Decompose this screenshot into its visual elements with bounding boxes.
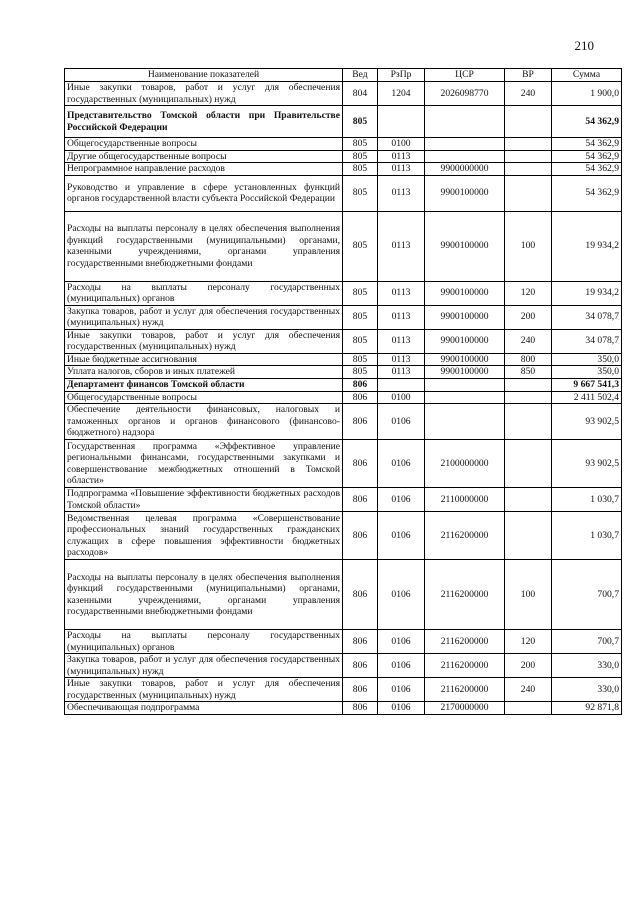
table-row — [65, 366, 622, 379]
cell-csr: 2026098770 — [425, 82, 505, 106]
cell-vr: 800 — [505, 353, 552, 366]
cell-sum: 19 934,2 — [552, 281, 622, 305]
cell-name: Государственная программа «Эффективное управление региональными финансами, государственными закупками и совершенствование межбюджетных отношений в Томской области» — [65, 440, 343, 488]
cell-rzpr: 0106 — [378, 678, 425, 702]
cell-vr: 100 — [505, 560, 552, 630]
cell-csr: 2116200000 — [425, 512, 505, 560]
table-row — [65, 329, 622, 353]
cell-ved: 806 — [343, 560, 378, 630]
table-row — [65, 654, 622, 678]
cell-csr: 2116200000 — [425, 630, 505, 654]
budget-table — [64, 68, 622, 715]
header-name: Наименование показателей — [65, 69, 343, 82]
table-row — [65, 630, 622, 654]
cell-ved: 804 — [343, 82, 378, 106]
cell-ved: 805 — [343, 106, 378, 138]
cell-csr — [425, 106, 505, 138]
cell-sum: 1 900,0 — [552, 82, 622, 106]
cell-name: Закупка товаров, работ и услуг для обеспечения государственных (муниципальных) нужд — [65, 654, 343, 678]
cell-name: Департамент финансов Томской области — [65, 378, 343, 391]
cell-sum: 93 902,5 — [552, 440, 622, 488]
cell-csr: 9900100000 — [425, 366, 505, 379]
cell-rzpr: 0106 — [378, 512, 425, 560]
cell-csr: 2116200000 — [425, 654, 505, 678]
cell-csr: 9900100000 — [425, 211, 505, 281]
cell-ved: 806 — [343, 440, 378, 488]
cell-name: Обеспечение деятельности финансовых, налоговых и таможенных органов и органов финансового (финансово-бюджетного) надзора — [65, 404, 343, 440]
cell-csr: 9900100000 — [425, 175, 505, 211]
cell-rzpr: 0113 — [378, 281, 425, 305]
cell-vr — [505, 163, 552, 176]
header-ved: Вед — [343, 69, 378, 82]
header-vr: ВР — [505, 69, 552, 82]
cell-rzpr: 0106 — [378, 404, 425, 440]
cell-vr — [505, 150, 552, 163]
cell-rzpr: 0113 — [378, 163, 425, 176]
table-row — [65, 150, 622, 163]
cell-name: Представительство Томской области при Правительстве Российской Федерации — [65, 106, 343, 138]
cell-name: Иные бюджетные ассигнования — [65, 353, 343, 366]
cell-vr: 200 — [505, 305, 552, 329]
table-row — [65, 440, 622, 488]
cell-csr: 9900100000 — [425, 329, 505, 353]
cell-sum: 54 362,9 — [552, 138, 622, 151]
header-rzpr: РзПр — [378, 69, 425, 82]
cell-sum: 93 902,5 — [552, 404, 622, 440]
cell-ved: 806 — [343, 654, 378, 678]
cell-vr — [505, 138, 552, 151]
cell-ved: 806 — [343, 630, 378, 654]
cell-csr: 9900100000 — [425, 353, 505, 366]
cell-vr — [505, 106, 552, 138]
table-row — [65, 404, 622, 440]
cell-sum: 34 078,7 — [552, 329, 622, 353]
cell-rzpr: 0106 — [378, 654, 425, 678]
cell-csr — [425, 404, 505, 440]
cell-sum: 19 934,2 — [552, 211, 622, 281]
cell-vr: 240 — [505, 329, 552, 353]
cell-name: Общегосударственные вопросы — [65, 391, 343, 404]
cell-rzpr: 0113 — [378, 353, 425, 366]
table-row — [65, 106, 622, 138]
cell-name: Общегосударственные вопросы — [65, 138, 343, 151]
table-row — [65, 138, 622, 151]
cell-sum: 700,7 — [552, 630, 622, 654]
cell-rzpr: 0113 — [378, 150, 425, 163]
header-csr: ЦСР — [425, 69, 505, 82]
cell-ved: 805 — [343, 281, 378, 305]
cell-sum: 34 078,7 — [552, 305, 622, 329]
table-row — [65, 560, 622, 630]
cell-vr — [505, 378, 552, 391]
table-row — [65, 391, 622, 404]
table-row — [65, 678, 622, 702]
cell-name: Расходы на выплаты персоналу в целях обеспечения выполнения функций государственными (муниципальными) органами, казенными учреждениями, органами управления государственными внебюджетными фондами — [65, 560, 343, 630]
cell-csr: 2170000000 — [425, 702, 505, 715]
cell-csr: 2116200000 — [425, 678, 505, 702]
cell-sum: 1 030,7 — [552, 512, 622, 560]
table-header-row — [65, 69, 622, 82]
cell-csr — [425, 150, 505, 163]
cell-vr: 240 — [505, 82, 552, 106]
cell-ved: 805 — [343, 163, 378, 176]
cell-ved: 805 — [343, 353, 378, 366]
cell-vr — [505, 391, 552, 404]
cell-ved: 806 — [343, 512, 378, 560]
cell-rzpr: 0106 — [378, 488, 425, 512]
cell-ved: 806 — [343, 678, 378, 702]
cell-vr — [505, 512, 552, 560]
cell-name: Руководство и управление в сфере установленных функций органов государственной власти субъекта Российской Федерации — [65, 175, 343, 211]
cell-sum: 54 362,9 — [552, 150, 622, 163]
cell-sum: 350,0 — [552, 353, 622, 366]
header-sum: Сумма — [552, 69, 622, 82]
cell-ved: 806 — [343, 702, 378, 715]
cell-rzpr: 0113 — [378, 329, 425, 353]
cell-rzpr: 0113 — [378, 175, 425, 211]
cell-name: Подпрограмма «Повышение эффективности бюджетных расходов Томской области» — [65, 488, 343, 512]
cell-ved: 805 — [343, 329, 378, 353]
cell-csr: 2100000000 — [425, 440, 505, 488]
cell-vr: 200 — [505, 654, 552, 678]
table-row — [65, 702, 622, 715]
cell-vr: 120 — [505, 281, 552, 305]
cell-ved: 805 — [343, 138, 378, 151]
cell-ved: 805 — [343, 175, 378, 211]
cell-sum: 330,0 — [552, 678, 622, 702]
cell-name: Уплата налогов, сборов и иных платежей — [65, 366, 343, 379]
cell-name: Иные закупки товаров, работ и услуг для обеспечения государственных (муниципальных) нужд — [65, 82, 343, 106]
cell-rzpr: 0100 — [378, 138, 425, 151]
cell-ved: 805 — [343, 211, 378, 281]
cell-csr: 2110000000 — [425, 488, 505, 512]
table-row — [65, 512, 622, 560]
cell-rzpr: 0113 — [378, 366, 425, 379]
table-row — [65, 281, 622, 305]
table-row — [65, 488, 622, 512]
cell-vr: 120 — [505, 630, 552, 654]
cell-rzpr: 0106 — [378, 560, 425, 630]
cell-name: Непрограммное направление расходов — [65, 163, 343, 176]
cell-ved: 805 — [343, 366, 378, 379]
cell-sum: 92 871,8 — [552, 702, 622, 715]
cell-sum: 700,7 — [552, 560, 622, 630]
cell-sum: 350,0 — [552, 366, 622, 379]
cell-name: Расходы на выплаты персоналу государственных (муниципальных) органов — [65, 630, 343, 654]
cell-csr: 9900100000 — [425, 281, 505, 305]
cell-vr: 850 — [505, 366, 552, 379]
cell-name: Расходы на выплаты персоналу государственных (муниципальных) органов — [65, 281, 343, 305]
table-row — [65, 175, 622, 211]
cell-vr — [505, 440, 552, 488]
table-row — [65, 353, 622, 366]
cell-vr: 100 — [505, 211, 552, 281]
cell-vr — [505, 404, 552, 440]
cell-rzpr: 0113 — [378, 211, 425, 281]
cell-vr: 240 — [505, 678, 552, 702]
cell-sum: 9 667 541,3 — [552, 378, 622, 391]
page-number: 210 — [574, 38, 594, 53]
cell-rzpr: 0106 — [378, 630, 425, 654]
cell-name: Иные закупки товаров, работ и услуг для обеспечения государственных (муниципальных) нужд — [65, 329, 343, 353]
cell-sum: 1 030,7 — [552, 488, 622, 512]
cell-name: Обеспечивающая подпрограмма — [65, 702, 343, 715]
cell-ved: 806 — [343, 391, 378, 404]
cell-rzpr: 0106 — [378, 440, 425, 488]
cell-sum: 2 411 502,4 — [552, 391, 622, 404]
cell-vr — [505, 702, 552, 715]
cell-name: Закупка товаров, работ и услуг для обеспечения государственных (муниципальных) нужд — [65, 305, 343, 329]
table-row — [65, 163, 622, 176]
cell-ved: 806 — [343, 488, 378, 512]
cell-ved: 805 — [343, 150, 378, 163]
cell-name: Другие общегосударственные вопросы — [65, 150, 343, 163]
cell-name: Иные закупки товаров, работ и услуг для обеспечения государственных (муниципальных) нужд — [65, 678, 343, 702]
table-row — [65, 378, 622, 391]
cell-vr — [505, 488, 552, 512]
cell-sum: 54 362,9 — [552, 163, 622, 176]
cell-csr — [425, 391, 505, 404]
cell-name: Ведомственная целевая программа «Совершенствование профессиональных знаний государственных гражданских служащих в сфере повышения эффективности бюджетных расходов» — [65, 512, 343, 560]
cell-rzpr — [378, 378, 425, 391]
table-row — [65, 82, 622, 106]
cell-ved: 806 — [343, 378, 378, 391]
cell-rzpr: 0106 — [378, 702, 425, 715]
cell-csr — [425, 378, 505, 391]
cell-rzpr: 0113 — [378, 305, 425, 329]
cell-rzpr — [378, 106, 425, 138]
table-row — [65, 305, 622, 329]
cell-vr — [505, 175, 552, 211]
cell-csr: 9900100000 — [425, 305, 505, 329]
cell-csr — [425, 138, 505, 151]
cell-sum: 330,0 — [552, 654, 622, 678]
cell-csr: 2116200000 — [425, 560, 505, 630]
cell-name: Расходы на выплаты персоналу в целях обеспечения выполнения функций государственными (муниципальными) органами, казенными учреждениями, органами управления государственными внебюджетными фондами — [65, 211, 343, 281]
cell-sum: 54 362,9 — [552, 106, 622, 138]
cell-rzpr: 0100 — [378, 391, 425, 404]
cell-ved: 805 — [343, 305, 378, 329]
table-row — [65, 211, 622, 281]
cell-csr: 9900000000 — [425, 163, 505, 176]
cell-sum: 54 362,9 — [552, 175, 622, 211]
cell-rzpr: 1204 — [378, 82, 425, 106]
cell-ved: 806 — [343, 404, 378, 440]
